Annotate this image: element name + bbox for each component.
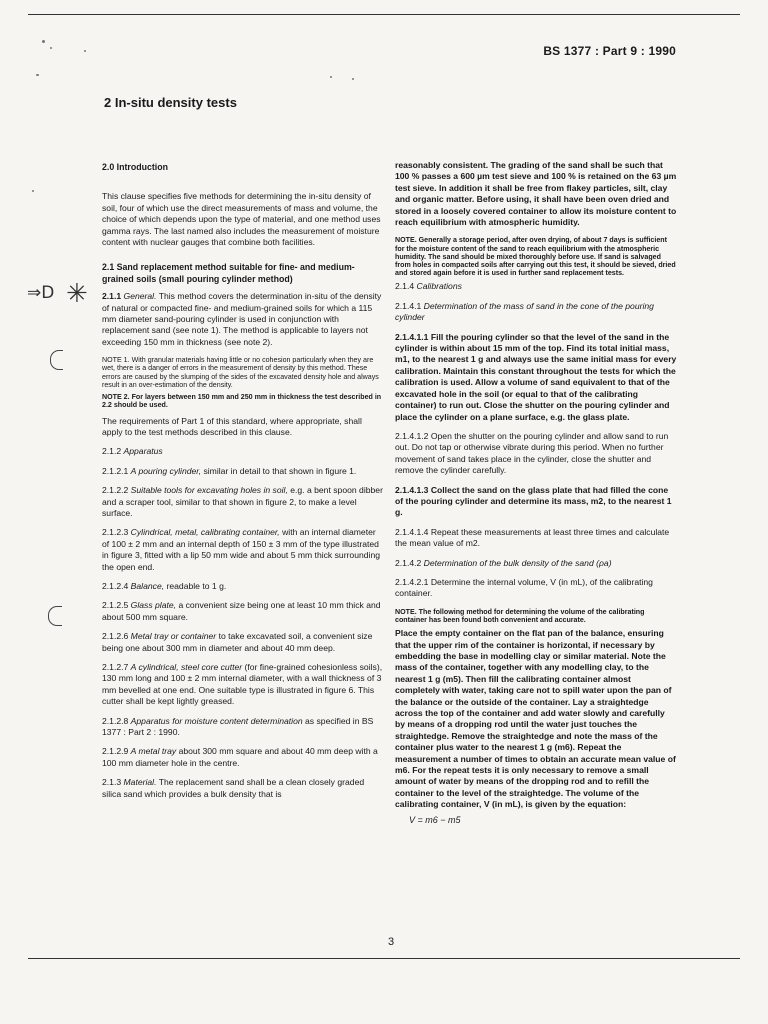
clause-title: A metal tray <box>130 746 177 757</box>
clause-2-1-2-2 <box>102 485 384 519</box>
requirements-paragraph: The requirements of Part 1 of this standard, where appropriate, shall apply to the test methods described in this clause. <box>102 415 362 437</box>
section-title: 2 In-situ density tests <box>104 95 237 110</box>
clause-2-1-2-3 <box>102 527 384 573</box>
clause-title: Glass plate, <box>130 600 177 611</box>
clause-text: similar in detail to that shown in figure 1. <box>203 465 357 476</box>
clause-title: Apparatus <box>123 446 163 457</box>
scan-speck <box>32 190 34 192</box>
binder-hole-mark <box>48 606 62 626</box>
clause-title: General. <box>123 291 157 302</box>
clause-text: Determine the internal volume, V (in mL), of the calibrating container. <box>395 576 653 599</box>
clause-text: readable to 1 g. <box>166 580 227 591</box>
clause-text: about 300 mm square and about 40 mm deep with a 100 mm diameter hole in the centre. <box>102 746 378 768</box>
clause-2-1-3 <box>102 777 384 800</box>
clause-2-1-1 <box>102 291 384 348</box>
clause-text: (for fine-grained cohesionless soils), 130 mm long and 100 ± 2 mm internal diameter, with a wall thickness of 3 mm bevelled at one end. One suitable type is illustrated in figure 6. This cutter shall be kept lightly greased. <box>102 662 383 707</box>
clause-text: The replacement sand shall be a clean closely graded silica sand which provides a bulk density that is <box>102 777 365 799</box>
clause-2-1-4-2-1 <box>395 577 677 600</box>
clause-title: A cylindrical, steel core cutter <box>130 662 243 672</box>
intro-heading: 2.0 Introduction <box>102 162 168 172</box>
clause-title: A pouring cylinder, <box>130 465 202 476</box>
clause-2-1-2-1 <box>102 466 384 477</box>
clause-text: Repeat these measurements at least three times and calculate the mean value of m2. <box>395 526 670 549</box>
clause-2-1-4-1-2 <box>395 431 677 477</box>
right-column <box>395 160 677 826</box>
clause-title: Calibrations <box>416 281 462 292</box>
standard-reference: BS 1377 : Part 9 : 1990 <box>543 44 676 58</box>
clause-title: Metal tray or container <box>130 631 217 642</box>
clause-number: 2.1.4.2 <box>395 557 422 568</box>
bottom-rule <box>28 958 740 959</box>
storage-note: NOTE. Generally a storage period, after oven drying, of about 7 days is sufficient for the moisture content of the sand to reach equilibrium with the atmospheric humidity. The sand should be mixed thoroughly before use. If sand is salvaged from holes in compacted soils after carrying out this test, it should be sieved, dried and stored again before it is used in further sand replacement tests. <box>395 236 676 278</box>
clause-number: 2.1.2.8 <box>102 715 129 726</box>
volume-equation: V = m6 − m5 <box>409 814 461 825</box>
clause-number: 2.1.4.1.1 <box>395 331 429 342</box>
clause-title: Material. <box>123 777 157 788</box>
material-continuation: reasonably consistent. The grading of the sand shall be such that 100 % passes a 600 µm test sieve and 100 % is retained on the 63 µm test sieve. In addition it shall be free from flakey particles, silt, clay and organic matter. Before using, it shall have been oven dried and stored in a loosely covered container to allow its moisture content to reach equilibrium with atmospheric humidity. <box>395 160 677 228</box>
clause-text: with an internal diameter of 100 ± 2 mm and an internal depth of 150 ± 3 mm of the type illustrated in figure 3, fitted with a lip 50 mm wide and about 5 mm thick surrounding the open end. <box>102 527 381 572</box>
binder-hole-mark <box>50 350 63 370</box>
note-1: NOTE 1. With granular materials having little or no cohesion particularly when they are wet, there is a danger of errors in the measurement of density by this method. These errors are caused by the slumping of the sides of the excavated density hole and always result in an over-estimation of the density. <box>102 356 379 389</box>
container-procedure: Place the empty container on the flat pan of the balance, ensuring that the upper rim of the container is horizontal, if necessary by embedding the base in modelling clay or similar material. Note the mass of the container, together with any modelling clay, to the nearest 1 g (m5). Then fill the calibrating container almost completely with water, taking care not to spill water upon the pan of the balance or the outside of the container. Lay a straightedge across the top of the container and add water slowly and carefully by means of a dropping rod until the water just touches the straightedge. Remove the straightedge and note the mass of the container plus water to the nearest 1 g (m6). Repeat the measurement a number of times to obtain an accurate mean value of m6. For the repeat tests it is only necessary to remove a small amount of water by means of the dropping rod and to refill the container to the level of the straightedge. The volume of the calibrating container, V (in mL), is given by the equation: <box>395 628 676 810</box>
page-number: 3 <box>388 936 395 948</box>
clause-2-1-2-8 <box>102 716 384 739</box>
clause-text: as specified in BS 1377 : Part 2 : 1990. <box>102 715 374 738</box>
clause-title: Balance, <box>130 580 165 591</box>
clause-2-1-4-1-3 <box>395 485 677 519</box>
clause-number: 2.1.2.1 <box>102 465 129 476</box>
clause-text: Collect the sand on the glass plate that had filled the cone of the pouring cylinder and determine its mass, m2, to the nearest 1 g. <box>395 484 672 518</box>
clause-2-1-2-9 <box>102 746 384 769</box>
clause-2-1-4 <box>395 281 677 292</box>
clause-number: 2.1.4.2.1 <box>395 576 429 587</box>
clause-title: Apparatus for moisture content determination <box>130 715 303 726</box>
clause-number: 2.1.2 <box>102 446 122 457</box>
clause-number: 2.1.4.1.3 <box>395 484 429 495</box>
scan-speck <box>352 78 354 80</box>
clause-2-1-4-1 <box>395 301 677 324</box>
clause-2-1-4-1-1 <box>395 332 677 423</box>
clause-number: 2.1.1 <box>102 291 122 302</box>
clause-number: 2.1.2.5 <box>102 600 129 611</box>
clause-2-1-2-6 <box>102 631 384 654</box>
clause-title: Suitable tools for excavating holes in soil, <box>130 485 288 496</box>
clause-2-1-4-2 <box>395 558 677 569</box>
clause-number: 2.1.4.1.2 <box>395 430 429 441</box>
clause-number: 2.1.2.9 <box>102 746 129 757</box>
scan-speck <box>50 47 52 49</box>
clause-title: Determination of the mass of sand in the cone of the pouring cylinder <box>395 300 654 323</box>
left-column <box>102 162 384 808</box>
clause-number: 2.1.2.7 <box>102 662 129 672</box>
clause-number: 2.1.4.1.4 <box>395 526 429 537</box>
clause-2-1-2-4 <box>102 581 384 592</box>
scan-speck <box>84 50 86 52</box>
clause-text: Open the shutter on the pouring cylinder and allow sand to run out. Do not tap or otherwise vibrate during this period. When no further movement of sand takes place in the cylinder, close the shutter and remove the cylinder carefully. <box>395 430 669 476</box>
scan-speck <box>42 40 45 43</box>
clause-2-1-2 <box>102 446 384 457</box>
clause-2-1-2-7 <box>102 662 384 708</box>
clause-title: Cylindrical, metal, calibrating container, <box>130 527 280 538</box>
clause-text: This method covers the determination in-situ of the density of natural or compacted fine- and medium-grained soils for which a 115 mm diameter sand-pouring cylinder is used in conjunction with replacement sand (see note 1). The method is applicable to layers not exceeding 150 mm in thickness (see note 2). <box>102 291 382 347</box>
clause-number: 2.1.4 <box>395 281 415 292</box>
intro-paragraph: This clause specifies five methods for determining the in-situ density of soil, four of which use the direct measurements of mass and volume, the choice of which depends upon the type of material, and one method uses gamma rays. The last named also includes the measurement of moisture content with nuclear gauges that combine both facilities. <box>102 191 381 248</box>
clause-text: to take excavated soil, a convenient size being one about 300 mm in diameter and about 40 mm deep. <box>102 631 373 653</box>
handwritten-arrow-mark: ⇒D <box>27 283 55 303</box>
clause-number: 2.1.3 <box>102 777 122 788</box>
clause-text: e.g. a bent spoon dibber and a scraper tool, similar to that shown in figure 2, to make a level surface. <box>102 485 383 518</box>
clause-number: 2.1.2.2 <box>102 485 129 496</box>
clause-text: Fill the pouring cylinder so that the level of the sand in the cylinder is within about 15 mm of the top. Find its total initial mass, m1, to the nearest 1 g and always use the same initial mass for every calibration. Maintain this constant throughout the tests for which the calibration is used. Allow a volume of sand equivalent to that of the excavated hole in the soil (or equal to that of the calibrating container) to run out. Close the shutter on the pouring cylinder and place the cylinder on a plane surface, e.g. the glass plate. <box>395 331 677 422</box>
note-2: NOTE 2. For layers between 150 mm and 250 mm in thickness the test described in 2.2 should be used. <box>102 393 382 410</box>
clause-2-1-4-1-4 <box>395 527 677 550</box>
scan-speck <box>330 76 332 78</box>
clause-number: 2.1.2.3 <box>102 527 129 538</box>
clause-number: 2.1.2.4 <box>102 580 129 591</box>
scan-speck <box>36 74 39 76</box>
top-rule <box>28 14 740 15</box>
handwritten-asterisk-mark: ✳ <box>66 279 88 309</box>
clause-number: 2.1.2.6 <box>102 631 129 642</box>
clause-2-1-heading: 2.1 Sand replacement method suitable for fine- and medium-grained soils (small pouring cylinder method) <box>102 262 355 284</box>
method-note: NOTE. The following method for determining the volume of the calibrating container has been found both convenient and accurate. <box>395 607 645 624</box>
clause-number: 2.1.4.1 <box>395 300 422 311</box>
clause-2-1-2-5 <box>102 600 384 623</box>
clause-title: Determination of the bulk density of the sand (ρa) <box>423 557 612 568</box>
clause-text: a convenient size being one at least 10 mm thick and about 500 mm square. <box>102 600 381 622</box>
